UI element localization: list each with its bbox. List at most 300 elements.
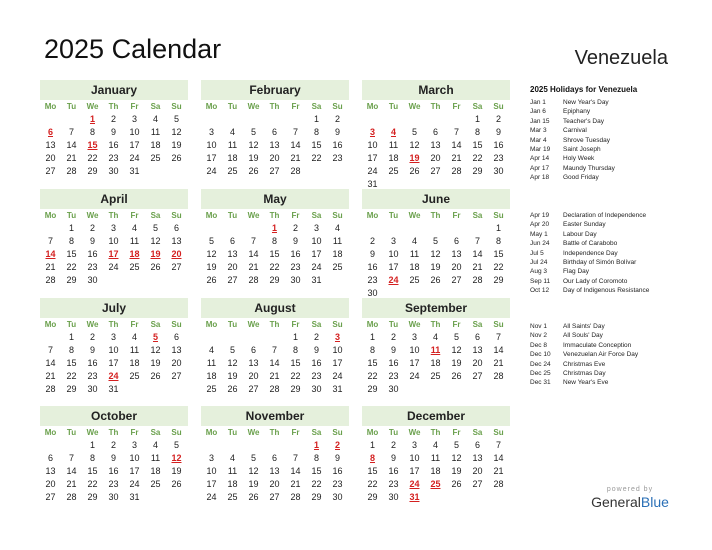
day-cell: 20 xyxy=(472,466,483,476)
day-cell: 15 xyxy=(472,140,483,150)
weekday-label: Mo xyxy=(366,428,379,437)
day-cell: 23 xyxy=(108,479,119,489)
holiday-name: Birthday of Simón Bolívar xyxy=(563,259,637,267)
weekday-label: Su xyxy=(332,211,343,220)
weekday-label: Su xyxy=(171,320,182,329)
weekday-label: Sa xyxy=(311,102,322,111)
holiday-day: 19 xyxy=(150,249,161,259)
weekday-header xyxy=(201,319,349,331)
day-cell: 28 xyxy=(269,384,280,394)
day-cell: 23 xyxy=(388,479,399,489)
day-cell: 27 xyxy=(430,166,441,176)
day-cell: 18 xyxy=(206,371,217,381)
day-cell: 31 xyxy=(367,179,378,189)
month-june xyxy=(362,189,510,300)
empty-cell xyxy=(425,222,446,235)
day-cell: 12 xyxy=(206,249,217,259)
day-cell: 10 xyxy=(129,453,140,463)
day-cell: 4 xyxy=(152,114,158,124)
weekday-label: Tu xyxy=(227,320,238,329)
holiday-name: New Year's Day xyxy=(563,99,609,106)
day-cell: 8 xyxy=(68,236,74,246)
weekday-header xyxy=(201,101,349,113)
brand-blue: Blue xyxy=(640,494,669,510)
empty-cell xyxy=(40,439,61,452)
holiday-date: Oct 12 xyxy=(530,287,550,295)
day-cell: 26 xyxy=(150,262,161,272)
day-cell: 4 xyxy=(334,223,340,233)
weekday-label: Su xyxy=(171,102,182,111)
holiday-name: Day of Indigenous Resistance xyxy=(563,287,650,295)
holiday-date: Dec 25 xyxy=(530,370,551,378)
day-cell: 14 xyxy=(248,249,259,259)
day-cell: 9 xyxy=(292,236,298,246)
month-december xyxy=(362,406,510,504)
day-cell: 15 xyxy=(367,466,378,476)
holiday-list-title: 2025 Holidays for Venezuela xyxy=(530,85,638,94)
day-cell: 24 xyxy=(108,262,119,272)
day-cell: 23 xyxy=(311,371,322,381)
day-cell: 13 xyxy=(171,345,182,355)
weekday-label: Sa xyxy=(311,211,322,220)
day-cell: 30 xyxy=(311,384,322,394)
empty-cell xyxy=(243,439,264,452)
holiday-day: 4 xyxy=(390,127,396,137)
empty-cell xyxy=(201,331,222,344)
holiday-row xyxy=(530,145,700,154)
holiday-name: Christmas Eve xyxy=(563,360,606,368)
day-grid xyxy=(40,331,188,396)
day-cell: 30 xyxy=(290,275,301,285)
month-november xyxy=(201,406,349,504)
day-cell: 23 xyxy=(367,275,378,285)
weekday-label: Fr xyxy=(452,428,461,437)
day-cell: 22 xyxy=(269,262,280,272)
weekday-label: Mo xyxy=(44,320,57,329)
day-cell: 18 xyxy=(388,153,399,163)
day-cell: 20 xyxy=(472,358,483,368)
weekday-label: Th xyxy=(269,102,280,111)
day-cell: 25 xyxy=(332,262,343,272)
holiday-day: 15 xyxy=(87,140,98,150)
day-cell: 1 xyxy=(292,332,298,342)
holiday-name: Epiphany xyxy=(563,108,591,116)
day-cell: 13 xyxy=(472,345,483,355)
weekday-label: We xyxy=(408,428,421,437)
day-cell: 16 xyxy=(108,140,119,150)
day-cell: 12 xyxy=(248,140,259,150)
day-cell: 10 xyxy=(129,127,140,137)
day-cell: 10 xyxy=(206,140,217,150)
day-cell: 20 xyxy=(430,153,441,163)
weekday-label: We xyxy=(408,211,421,220)
empty-cell xyxy=(404,113,425,126)
day-cell: 25 xyxy=(388,166,399,176)
holiday-name: Good Friday xyxy=(563,174,599,182)
day-cell: 2 xyxy=(292,223,298,233)
holiday-day: 11 xyxy=(430,345,441,355)
day-cell: 3 xyxy=(390,236,396,246)
weekday-label: Sa xyxy=(150,320,161,329)
day-cell: 21 xyxy=(493,358,504,368)
day-cell: 31 xyxy=(108,384,119,394)
day-cell: 4 xyxy=(229,127,235,137)
weekday-label: Th xyxy=(269,428,280,437)
day-cell: 10 xyxy=(108,345,119,355)
day-cell: 29 xyxy=(493,275,504,285)
day-cell: 31 xyxy=(129,492,140,502)
day-cell: 22 xyxy=(66,371,77,381)
day-cell: 22 xyxy=(367,371,378,381)
day-cell: 14 xyxy=(290,140,301,150)
day-grid xyxy=(201,222,349,287)
day-cell: 9 xyxy=(390,345,396,355)
day-cell: 29 xyxy=(311,492,322,502)
day-cell: 20 xyxy=(227,262,238,272)
day-cell: 18 xyxy=(430,358,441,368)
day-cell: 24 xyxy=(129,479,140,489)
empty-cell xyxy=(383,113,404,126)
weekday-label: Th xyxy=(108,102,119,111)
weekday-label: We xyxy=(86,211,99,220)
weekday-label: Sa xyxy=(150,428,161,437)
weekday-header xyxy=(362,101,510,113)
weekday-label: Mo xyxy=(366,320,379,329)
day-cell: 13 xyxy=(227,249,238,259)
month-october xyxy=(40,406,188,504)
day-cell: 12 xyxy=(248,466,259,476)
day-cell: 16 xyxy=(332,466,343,476)
holiday-name: Christmas Day xyxy=(563,370,606,378)
day-cell: 23 xyxy=(332,153,343,163)
weekday-label: Th xyxy=(430,211,441,220)
holiday-date: Dec 10 xyxy=(530,351,551,359)
month-march xyxy=(362,80,510,191)
day-cell: 14 xyxy=(472,249,483,259)
day-grid xyxy=(40,113,188,178)
empty-cell xyxy=(201,222,222,235)
day-grid xyxy=(362,113,510,191)
month-name: December xyxy=(362,406,510,426)
day-cell: 5 xyxy=(411,127,417,137)
day-cell: 3 xyxy=(110,332,116,342)
day-cell: 27 xyxy=(45,166,56,176)
holiday-date: Nov 2 xyxy=(530,332,547,340)
weekday-label: Su xyxy=(332,428,343,437)
day-cell: 17 xyxy=(409,466,420,476)
weekday-header xyxy=(40,427,188,439)
day-cell: 5 xyxy=(250,127,256,137)
day-cell: 5 xyxy=(208,236,214,246)
holiday-date: Jul 5 xyxy=(530,249,544,257)
day-cell: 3 xyxy=(131,440,137,450)
day-cell: 28 xyxy=(66,492,77,502)
day-cell: 8 xyxy=(313,453,319,463)
day-cell: 19 xyxy=(248,153,259,163)
day-cell: 19 xyxy=(206,262,217,272)
day-cell: 7 xyxy=(47,345,53,355)
weekday-label: Mo xyxy=(205,211,218,220)
holiday-date: Apr 18 xyxy=(530,174,550,182)
weekday-label: Tu xyxy=(66,428,77,437)
empty-cell xyxy=(264,113,285,126)
day-cell: 8 xyxy=(89,453,95,463)
weekday-label: We xyxy=(247,320,260,329)
day-cell: 3 xyxy=(411,332,417,342)
brand-general: General xyxy=(591,494,641,510)
holiday-date: Nov 1 xyxy=(530,323,547,330)
holiday-date: Aug 3 xyxy=(530,268,547,276)
month-name: August xyxy=(201,298,349,318)
day-cell: 14 xyxy=(290,466,301,476)
empty-cell xyxy=(40,222,61,235)
day-cell: 29 xyxy=(367,492,378,502)
day-cell: 16 xyxy=(367,262,378,272)
day-cell: 13 xyxy=(45,466,56,476)
weekday-header xyxy=(201,427,349,439)
day-cell: 18 xyxy=(150,466,161,476)
day-cell: 31 xyxy=(332,384,343,394)
holiday-date: Jan 15 xyxy=(530,117,550,125)
day-cell: 19 xyxy=(171,466,182,476)
day-cell: 28 xyxy=(248,275,259,285)
day-cell: 5 xyxy=(432,236,438,246)
day-cell: 13 xyxy=(248,358,259,368)
day-cell: 5 xyxy=(453,440,459,450)
day-cell: 19 xyxy=(451,466,462,476)
day-cell: 26 xyxy=(451,479,462,489)
day-cell: 3 xyxy=(208,453,214,463)
day-cell: 18 xyxy=(129,358,140,368)
day-cell: 30 xyxy=(388,492,399,502)
day-cell: 17 xyxy=(388,262,399,272)
holiday-name: Saint Joseph xyxy=(563,146,601,154)
day-cell: 27 xyxy=(269,166,280,176)
weekday-label: Tu xyxy=(66,211,77,220)
holiday-name: Venezuelan Air Force Day xyxy=(563,351,639,359)
country-name: Venezuela xyxy=(574,47,668,69)
day-cell: 16 xyxy=(311,358,322,368)
day-cell: 8 xyxy=(271,236,277,246)
holiday-date: Dec 24 xyxy=(530,360,551,368)
day-cell: 1 xyxy=(68,223,74,233)
weekday-label: Sa xyxy=(472,211,483,220)
empty-cell xyxy=(40,113,61,126)
empty-cell xyxy=(362,113,383,126)
day-cell: 10 xyxy=(367,140,378,150)
day-cell: 22 xyxy=(311,153,322,163)
day-cell: 17 xyxy=(332,358,343,368)
day-cell: 10 xyxy=(409,345,420,355)
holiday-day: 14 xyxy=(45,249,56,259)
day-cell: 28 xyxy=(45,384,56,394)
weekday-label: Su xyxy=(493,102,504,111)
day-cell: 16 xyxy=(388,466,399,476)
weekday-label: We xyxy=(247,428,260,437)
day-cell: 17 xyxy=(129,466,140,476)
weekday-label: Mo xyxy=(205,102,218,111)
day-cell: 11 xyxy=(227,466,238,476)
day-cell: 6 xyxy=(474,332,480,342)
day-cell: 1 xyxy=(495,223,501,233)
day-cell: 10 xyxy=(409,453,420,463)
weekday-label: Th xyxy=(108,320,119,329)
holiday-name: Carnival xyxy=(563,127,587,135)
holiday-list-1 xyxy=(530,85,700,183)
empty-cell xyxy=(243,222,264,235)
day-cell: 29 xyxy=(472,166,483,176)
month-may xyxy=(201,189,349,287)
weekday-label: Th xyxy=(269,211,280,220)
holiday-name: Immaculate Conception xyxy=(563,341,632,349)
weekday-label: Th xyxy=(430,102,441,111)
weekday-label: Sa xyxy=(150,211,161,220)
day-cell: 12 xyxy=(227,358,238,368)
holiday-row xyxy=(530,126,700,135)
day-cell: 25 xyxy=(430,371,441,381)
day-cell: 14 xyxy=(66,466,77,476)
day-cell: 9 xyxy=(334,453,340,463)
empty-cell xyxy=(40,331,61,344)
month-april xyxy=(40,189,188,287)
day-cell: 20 xyxy=(45,153,56,163)
holiday-day: 1 xyxy=(271,223,277,233)
weekday-label: Fr xyxy=(130,320,139,329)
day-cell: 13 xyxy=(269,466,280,476)
weekday-label: We xyxy=(247,211,260,220)
holiday-row xyxy=(530,164,700,173)
weekday-label: Fr xyxy=(452,102,461,111)
day-cell: 11 xyxy=(227,140,238,150)
holiday-day: 3 xyxy=(369,127,375,137)
brand-name xyxy=(588,494,672,510)
holiday-name: Teacher's Day xyxy=(563,117,604,125)
month-september xyxy=(362,298,510,396)
day-cell: 8 xyxy=(474,127,480,137)
day-cell: 11 xyxy=(206,358,217,368)
day-grid xyxy=(201,439,349,504)
day-cell: 27 xyxy=(248,384,259,394)
holiday-day: 20 xyxy=(171,249,182,259)
day-cell: 16 xyxy=(87,249,98,259)
day-cell: 26 xyxy=(451,371,462,381)
day-cell: 15 xyxy=(493,249,504,259)
holiday-row xyxy=(530,322,700,331)
day-cell: 10 xyxy=(108,236,119,246)
holiday-date: Mar 19 xyxy=(530,146,551,154)
day-cell: 21 xyxy=(290,479,301,489)
holiday-name: All Saints' Day xyxy=(563,323,605,330)
day-cell: 29 xyxy=(66,384,77,394)
weekday-label: Sa xyxy=(150,102,161,111)
weekday-label: Tu xyxy=(227,211,238,220)
weekday-label: Su xyxy=(493,428,504,437)
day-cell: 6 xyxy=(47,453,53,463)
day-cell: 25 xyxy=(227,492,238,502)
day-cell: 26 xyxy=(171,479,182,489)
day-cell: 22 xyxy=(311,479,322,489)
day-cell: 15 xyxy=(269,249,280,259)
day-cell: 1 xyxy=(369,332,375,342)
day-cell: 18 xyxy=(409,262,420,272)
day-cell: 31 xyxy=(311,275,322,285)
day-cell: 16 xyxy=(388,358,399,368)
day-cell: 25 xyxy=(129,262,140,272)
day-cell: 1 xyxy=(89,440,95,450)
day-cell: 21 xyxy=(248,262,259,272)
day-cell: 24 xyxy=(206,166,217,176)
day-cell: 12 xyxy=(150,345,161,355)
holiday-day: 8 xyxy=(369,453,375,463)
day-cell: 6 xyxy=(453,236,459,246)
holiday-name: Independence Day xyxy=(563,249,618,257)
day-cell: 30 xyxy=(108,166,119,176)
weekday-label: Tu xyxy=(388,102,399,111)
holiday-name: Declaration of Independence xyxy=(563,212,647,219)
holiday-day: 25 xyxy=(430,479,441,489)
weekday-label: Fr xyxy=(452,320,461,329)
empty-cell xyxy=(362,222,383,235)
holiday-day: 18 xyxy=(129,249,140,259)
day-cell: 22 xyxy=(87,479,98,489)
weekday-label: Th xyxy=(269,320,280,329)
day-cell: 11 xyxy=(150,453,161,463)
empty-cell xyxy=(404,222,425,235)
holiday-date: Jul 24 xyxy=(530,259,548,267)
weekday-label: Tu xyxy=(66,320,77,329)
day-cell: 16 xyxy=(290,249,301,259)
day-cell: 26 xyxy=(409,166,420,176)
day-cell: 28 xyxy=(45,275,56,285)
weekday-label: Sa xyxy=(311,428,322,437)
day-cell: 4 xyxy=(131,332,137,342)
weekday-label: Th xyxy=(430,428,441,437)
holiday-name: New Year's Eve xyxy=(563,379,609,387)
day-cell: 20 xyxy=(269,153,280,163)
day-cell: 5 xyxy=(453,332,459,342)
day-cell: 7 xyxy=(68,127,74,137)
day-cell: 7 xyxy=(250,236,256,246)
holiday-row xyxy=(530,350,700,359)
day-cell: 9 xyxy=(89,236,95,246)
generalblue-logo xyxy=(588,486,672,510)
day-cell: 26 xyxy=(248,492,259,502)
day-cell: 3 xyxy=(131,114,137,124)
day-cell: 5 xyxy=(229,345,235,355)
day-cell: 28 xyxy=(493,479,504,489)
day-cell: 18 xyxy=(332,249,343,259)
day-cell: 24 xyxy=(129,153,140,163)
day-cell: 1 xyxy=(68,332,74,342)
day-cell: 19 xyxy=(227,371,238,381)
day-cell: 30 xyxy=(108,492,119,502)
holiday-name: Shrove Tuesday xyxy=(563,136,610,144)
day-cell: 29 xyxy=(269,275,280,285)
holiday-date: Sep 11 xyxy=(530,277,551,285)
day-cell: 27 xyxy=(171,371,182,381)
day-cell: 3 xyxy=(208,127,214,137)
day-cell: 27 xyxy=(472,479,483,489)
day-cell: 7 xyxy=(495,440,501,450)
weekday-label: Fr xyxy=(291,211,300,220)
day-cell: 21 xyxy=(493,466,504,476)
day-cell: 6 xyxy=(250,345,256,355)
empty-cell xyxy=(243,113,264,126)
day-grid xyxy=(201,331,349,396)
holiday-row xyxy=(530,249,700,258)
day-cell: 15 xyxy=(311,466,322,476)
holiday-date: Jan 6 xyxy=(530,108,546,116)
